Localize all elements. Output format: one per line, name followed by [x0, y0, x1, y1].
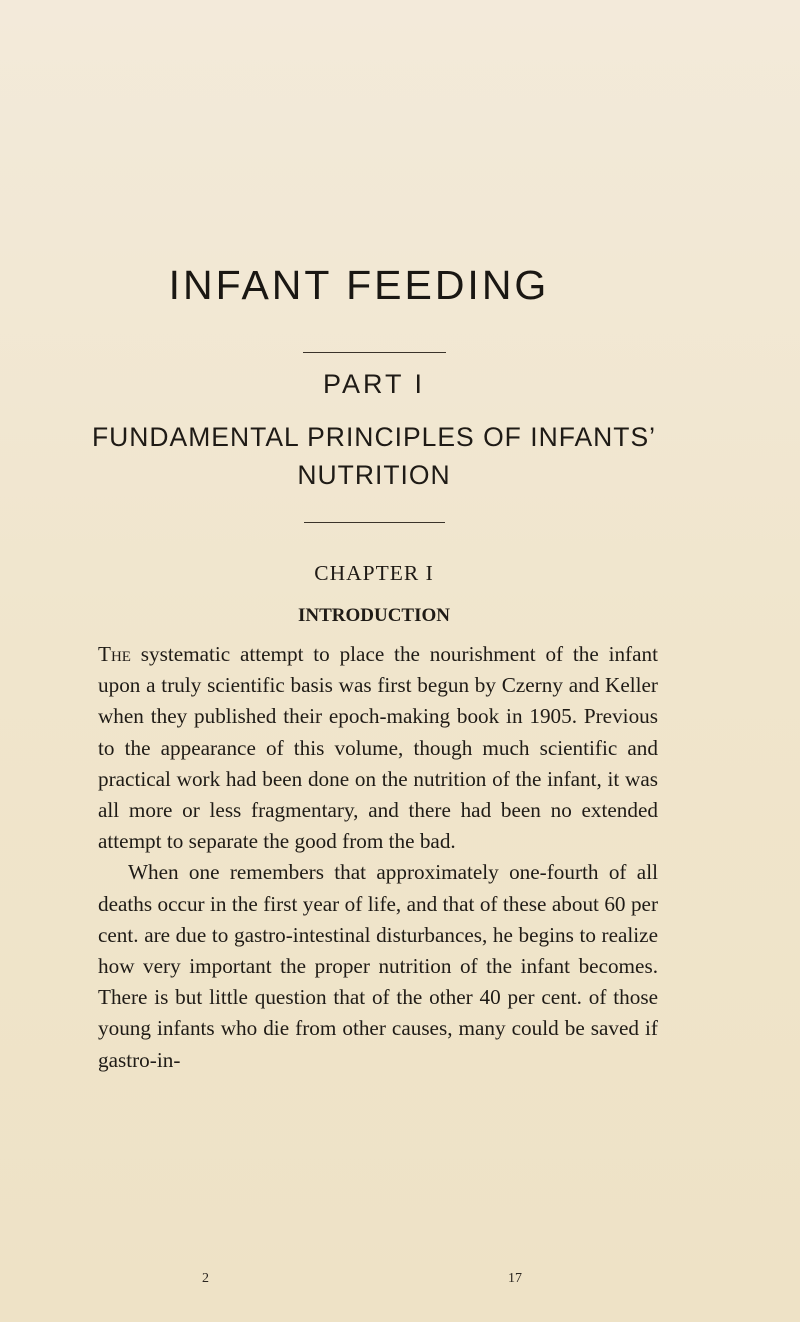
part-title-line-2: NUTRITION — [297, 460, 451, 490]
paragraph-lead: The — [98, 642, 131, 666]
signature-mark: 2 — [202, 1271, 209, 1286]
part-title — [0, 418, 748, 494]
paragraph-text: systematic attempt to place the nourishment of the infant upon a truly scientific basis was first begun by Czerny and Keller when they published their epoch-making book in 1905. Previous to the appearance of this volume, though much scientific and practical work had been done on the nutrition of the infant, it was all more or less fragmentary, and there had been no extended attempt to separate the good from the bad. — [98, 642, 658, 854]
divider-rule — [304, 522, 445, 523]
paragraph — [98, 639, 658, 857]
page-number: 17 — [508, 1271, 522, 1286]
section-title: INTRODUCTION — [297, 605, 451, 626]
body-text — [98, 639, 658, 1076]
book-title: INFANT FEEDING — [168, 262, 550, 308]
divider-rule — [303, 352, 446, 353]
paragraph: When one remembers that approximately one-fourth of all deaths occur in the first year of life, and that of these about 60 per cent. are due to gastro-intestinal disturbances, he begins to realize how very important the proper nutrition of the infant becomes. There is but little question that of the other 40 per cent. of those young infants who die from other causes, many could be saved if gastro-in- — [98, 860, 658, 1072]
part-heading: PART I — [322, 369, 426, 399]
part-title-line-1: FUNDAMENTAL PRINCIPLES OF INFANTS’ — [91, 422, 657, 452]
chapter-heading: CHAPTER I — [314, 561, 434, 585]
